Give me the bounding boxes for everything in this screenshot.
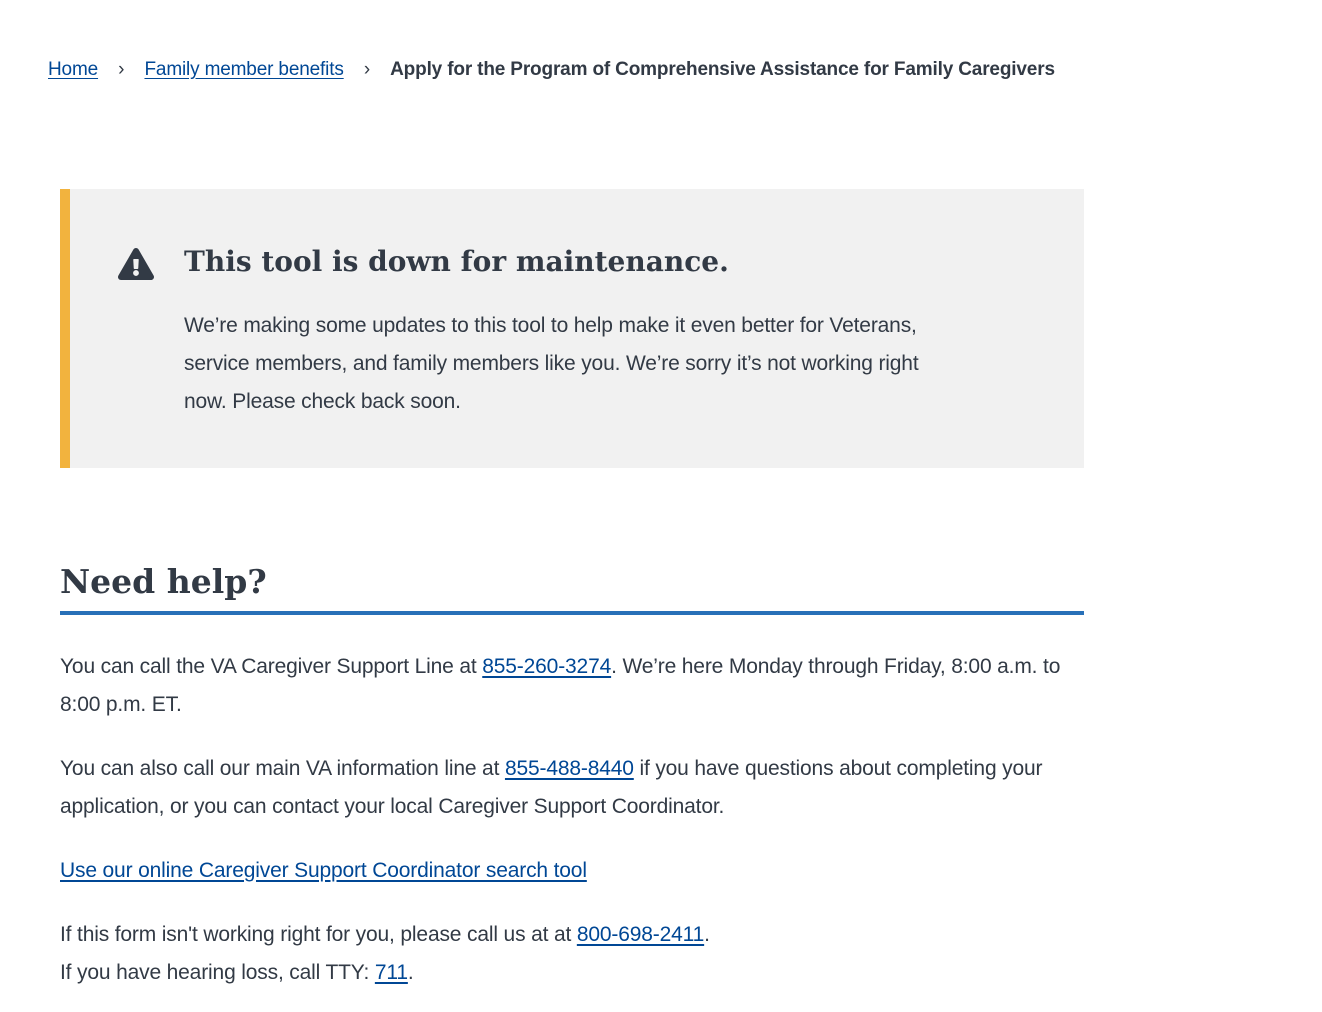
phone-link-855-488-8440[interactable]: 855-488-8440 bbox=[504, 757, 634, 780]
alert-message: We’re making some updates to this tool to help make it even better for Veterans, service members, and family members like you. We’re sorry it’s not working right now. Please check back soon. bbox=[184, 314, 919, 413]
search-tool-paragraph bbox=[60, 852, 1084, 890]
breadcrumb-separator-icon: › bbox=[118, 59, 125, 80]
phone-link-800-698-2411[interactable]: 800-698-2411 bbox=[576, 923, 705, 946]
va-information-line-paragraph bbox=[60, 750, 1084, 826]
breadcrumb-link-family-member-benefits[interactable]: Family member benefits bbox=[144, 59, 344, 80]
caregiver-support-coordinator-search-link[interactable]: Use our online Caregiver Support Coordinator search tool bbox=[60, 859, 587, 882]
paragraph-text: If you have hearing loss, call TTY: bbox=[60, 961, 375, 984]
paragraph-text: You can also call our main VA information line at bbox=[60, 757, 505, 780]
caregiver-support-line-paragraph bbox=[60, 648, 1084, 724]
paragraph-text: You can call the VA Caregiver Support Line at bbox=[60, 655, 483, 678]
breadcrumb bbox=[48, 56, 1322, 84]
paragraph-text: . We’re here Monday through Friday, 8:00 a.m. to 8:00 p.m. ET. bbox=[60, 655, 1061, 716]
paragraph-text: . bbox=[407, 961, 414, 984]
paragraph-text: if you have questions about completing your application, or you can contact your local Caregiver Support Coordinator. bbox=[60, 757, 1043, 818]
breadcrumb-link-home[interactable]: Home bbox=[48, 59, 99, 80]
exclamation-triangle-icon bbox=[118, 247, 154, 281]
paragraph-text: If this form isn't working right for you, please call us at at bbox=[60, 923, 577, 946]
main-content bbox=[60, 189, 1084, 992]
phone-link-855-260-3274[interactable]: 855-260-3274 bbox=[482, 655, 612, 678]
paragraph-text: . bbox=[704, 923, 710, 946]
breadcrumb-separator-icon: › bbox=[363, 59, 370, 80]
maintenance-warning-alert bbox=[60, 189, 1084, 468]
tty-link-711[interactable]: 711 bbox=[374, 961, 408, 984]
breadcrumb-current-page: Apply for the Program of Comprehensive Assistance for Family Caregivers bbox=[390, 59, 1055, 80]
need-help-heading: Need help? bbox=[60, 562, 1084, 615]
form-not-working-paragraph bbox=[60, 916, 1084, 992]
alert-title: This tool is down for maintenance. bbox=[184, 245, 729, 278]
